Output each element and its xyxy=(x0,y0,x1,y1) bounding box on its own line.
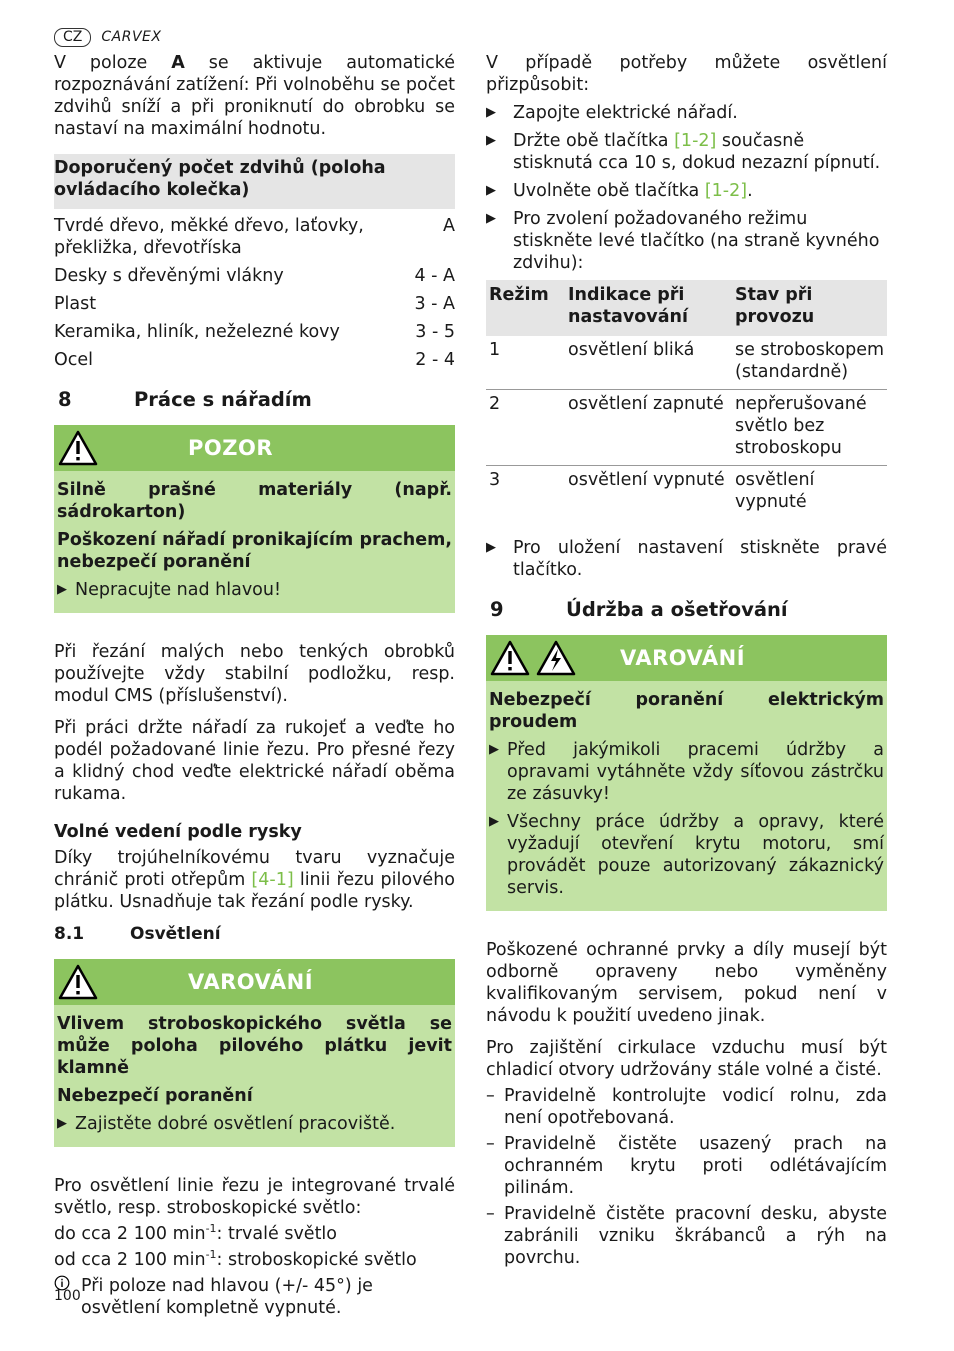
bullet-arrow-icon: ▶ xyxy=(486,183,496,198)
table-row: 3 osvětlení vypnuté osvětlení vypnuté xyxy=(489,470,815,512)
table-row: Plast 3 - A xyxy=(54,294,455,314)
subheading: Volné vedení podle rysky xyxy=(54,822,302,842)
caution-box: POZOR Silně prašné materiály (např. sádrokarton) Poškození nářadí pronikajícím prachem, nebezpečí poranění ▶ Nepracujte nad hlavou! xyxy=(54,425,455,613)
language-badge: CZ xyxy=(54,28,91,47)
list-item: – Pravidelně čistěte usazený prach na ochranném krytu proti odlétávajícím pilinám. xyxy=(486,1134,887,1198)
right-column: V případě potřeby můžete osvětlení přizpůsobit: ▶ Zapojte elektrické nářadí. ▶ Držte obě tlačítka [1-2] současně stisknutá cca 10 s, dokud nezazní pípnutí. ▶ Uvolněte obě tlačítka [1-2]. ▶ Pro zvolení požadovaného režimu stiskněte levé tlačítko (na straně kyvného zdvihu): Režim Indikace při nastavování Stav při provozu 1 osvětlení bliká se stroboskopem (standardně) 2 osvětlení zapnuté nepřerušované světlo bez stroboskopu 3 osvětlení vypnuté osvětlení vypnuté ▶ Pro uložení nastavení stiskněte pravé tlačítko. 9 Údržba a ošetřování VAROVÁNÍ Nebezpečí poranění elektrickým proudem ▶ Před jakýmikoli pracemi údržby a opravami vytáhněte vždy síťovou zástrčku ze zásuvky! ▶ Všechny práce údržby a opravy, které vyžadují otevření krytu motoru, smí provádět pouze autorizovaný zákaznický servis. Poškozené ochranné prvky a díly musejí být odborně opraveny nebo vyměněny kvalifikovaným servisem, pokud není v návodu k použití uvedeno jinak. Pro zajištění cirkulace vzduchu musí být chladicí otvory udržovány stále volné a čisté. – Pravidelně kontrolujte vodicí rolnu, zda není opotřebovaná. – Pravidelně čistěte usazený prach na ochranném krytu proti odlétávajícím pilinám. – Pravidelně čistěte pracovní desku, abyste zabránili vzniku škrábanců a rýh na povrchu. xyxy=(486,53,887,1268)
warning-box: VAROVÁNÍ Vlivem stroboskopického světla se může poloha pilového plátku jevit klamně Nebezpečí poranění ▶ Zajistěte dobré osvětlení pracoviště. xyxy=(54,959,455,1147)
section-heading: 9 Údržba a ošetřování xyxy=(490,598,788,621)
stroke-table xyxy=(54,154,455,371)
table-row: Keramika, hliník, neželezné kovy 3 - 5 xyxy=(54,322,455,342)
list-item: – Pravidelně čistěte pracovní desku, abyste zabránili vzniku škrábanců a rýh na povrchu. xyxy=(486,1204,887,1268)
list-item: ▶ Zapojte elektrické nářadí. xyxy=(486,103,738,123)
table-row: 1 osvětlení bliká se stroboskopem (standardně) xyxy=(486,336,887,390)
bullet-arrow-icon: ▶ xyxy=(489,814,499,829)
table-header: Režim Indikace při nastavování Stav při provozu xyxy=(486,280,887,336)
page-number: 100 xyxy=(54,1288,81,1304)
list-item: ▶ Uvolněte obě tlačítka [1-2]. xyxy=(486,181,753,201)
bullet-arrow-icon: ▶ xyxy=(486,211,496,226)
bullet-arrow-icon: ▶ xyxy=(486,540,496,555)
warning-label: VAROVÁNÍ xyxy=(188,970,314,994)
list-item: ▶ Pro zvolení požadovaného režimu stiskněte levé tlačítko (na straně kyvného zdvihu): xyxy=(486,209,880,273)
section-heading: 8 Práce s nářadím xyxy=(58,388,312,411)
list-item: – Pravidelně kontrolujte vodicí rolnu, zda není opotřebovaná. xyxy=(486,1086,887,1128)
caution-label: POZOR xyxy=(188,436,273,460)
stroke-table-title: Doporučený počet zdvihů (poloha ovládacího kolečka) xyxy=(54,154,455,209)
page-header xyxy=(54,26,161,48)
intro-paragraph: V poloze A se aktivuje automatické rozpoznávání zatížení: Při volnoběhu se počet zdvihů sníží a při proniknutí do obrobku se nastaví na maximální hodnotu. xyxy=(54,53,455,139)
warning-box: VAROVÁNÍ Nebezpečí poranění elektrickým proudem ▶ Před jakýmikoli pracemi údržby a opravami vytáhněte vždy síťovou zástrčku ze zásuvky! ▶ Všechny práce údržby a opravy, které vyžadují otevření krytu motoru, smí provádět pouze autorizovaný zákaznický servis. xyxy=(486,635,887,911)
bullet-arrow-icon: ▶ xyxy=(486,133,496,148)
table-row: 2 osvětlení zapnuté nepřerušované světlo bez stroboskopu xyxy=(486,390,887,466)
list-item: ▶ Před jakýmikoli pracemi údržby a opravami vytáhněte vždy síťovou zástrčku ze zásuvky! xyxy=(489,740,884,804)
warning-label: VAROVÁNÍ xyxy=(620,646,746,670)
brand-name: CARVEX xyxy=(101,29,162,45)
figure-reference: [1-2] xyxy=(674,131,717,151)
subsection-heading: 8.1 Osvětlení xyxy=(54,924,221,944)
info-note: Při poloze nad hlavou (+/- 45°) je osvětlení kompletně vypnuté. xyxy=(54,1275,455,1319)
bullet-arrow-icon: ▶ xyxy=(57,1116,67,1131)
bullet-arrow-icon: ▶ xyxy=(486,105,496,120)
mode-table xyxy=(486,280,887,519)
table-row: Tvrdé dřevo, měkké dřevo, laťovky, překližka, dřevotříska A xyxy=(54,216,455,258)
table-row: Desky s dřevěnými vlákny 4 - A xyxy=(54,266,455,286)
warning-triangle-icon xyxy=(490,640,530,676)
figure-reference: [4-1] xyxy=(251,870,294,890)
electric-shock-icon xyxy=(536,640,576,676)
bullet-arrow-icon: ▶ xyxy=(57,582,67,597)
warning-triangle-icon xyxy=(58,964,98,1000)
list-item: ▶ Všechny práce údržby a opravy, které vyžadují otevření krytu motoru, smí provádět pouze autorizovaný zákaznický servis. xyxy=(489,812,884,898)
table-row: Ocel 2 - 4 xyxy=(54,350,455,370)
left-column: V poloze A se aktivuje automatické rozpoznávání zatížení: Při volnoběhu se počet zdvihů sníží a při proniknutí do obrobku se nastaví na maximální hodnotu. Doporučený počet zdvihů (poloha ovládacího kolečka) Tvrdé dřevo, měkké dřevo, laťovky, překližka, dřevotříska A Desky s dřevěnými vlákny 4 - A Plast 3 - A Keramika, hliník, neželezné kovy 3 - 5 Ocel 2 - 4 8 Práce s nářadím POZOR Silně prašné materiály (např. sádrokarton) Poškození nářadí pronikajícím prachem, nebezpečí poranění ▶ Nepracujte nad hlavou! Při řezání malých nebo tenkých obrobků používejte vždy stabilní podložku, resp. modul CMS (příslušenství). Při práci držte nářadí za rukojeť a veďte ho podél požadované linie řezu. Pro přesné řezy a klidný chod veďte elektrické nářadí oběma rukama. Volné vedení podle rysky Díky trojúhelníkovému tvaru vyznačuje chránič proti otřepům [4-1] linii řezu pilového plátku. Usnadňuje tak řezání podle rysky. 8.1 Osvětlení VAROVÁNÍ Vlivem stroboskopického světla se může poloha pilového plátku jevit klamně Nebezpečí poranění ▶ Zajistěte dobré osvětlení pracoviště. Pro osvětlení linie řezu je integrované trvalé světlo, resp. stroboskopické světlo: do cca 2 100 $\min^{-1}$: trvalé světlo od cca 2 100 $\min^{-1}$: stroboskopické světlo Při poloze nad hlavou (+/- 45°) je osvětlení kompletně vypnuté. xyxy=(54,53,455,1318)
list-item: ▶ Zajistěte dobré osvětlení pracoviště. xyxy=(57,1114,396,1134)
list-item: ▶ Držte obě tlačítka [1-2] současně stisknutá cca 10 s, dokud nezazní pípnutí. xyxy=(486,131,881,173)
warning-triangle-icon xyxy=(58,430,98,466)
bullet-arrow-icon: ▶ xyxy=(489,742,499,757)
list-item: ▶ Pro uložení nastavení stiskněte pravé tlačítko. xyxy=(486,538,887,580)
figure-reference: [1-2] xyxy=(704,181,748,201)
list-item: ▶ Nepracujte nad hlavou! xyxy=(57,580,281,600)
